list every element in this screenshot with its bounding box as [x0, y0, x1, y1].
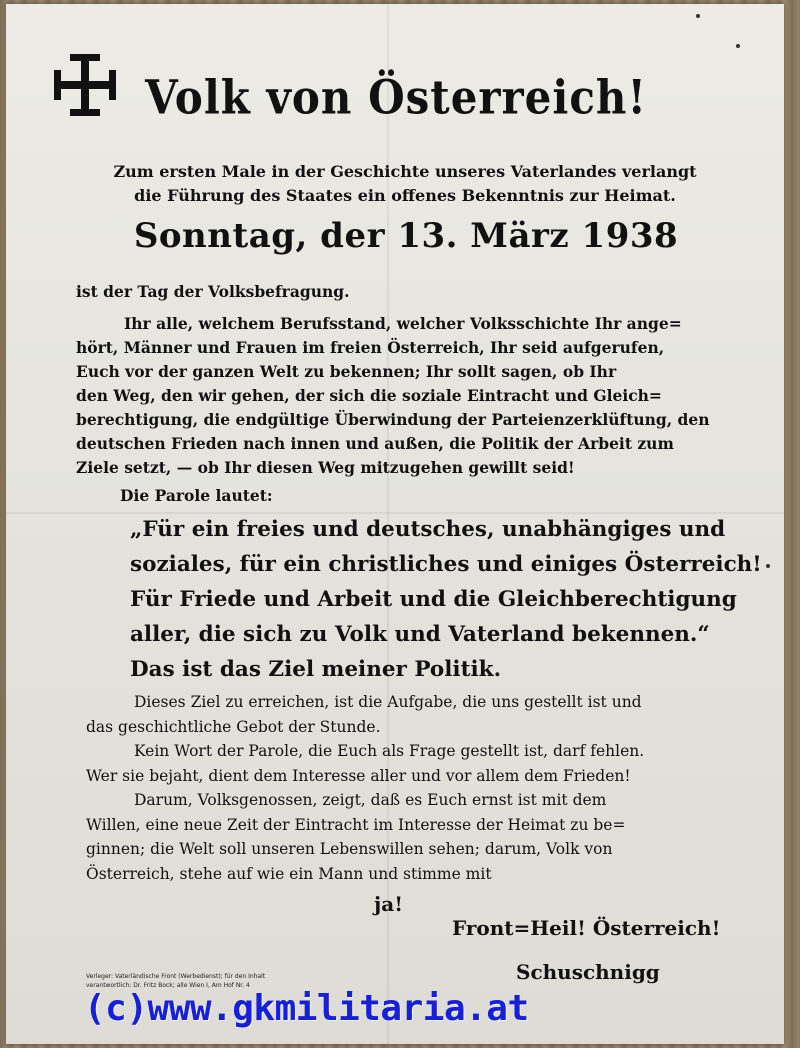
- text-line: Österreich, stehe auf wie ein Mann und stimme mit: [86, 864, 492, 883]
- appeal-paragraph: [76, 312, 728, 480]
- intro-line: Zum ersten Male in der Geschichte unseres Vaterlandes verlangt: [113, 162, 697, 181]
- intro-line: die Führung des Staates ein offenes Bekenntnis zur Heimat.: [134, 186, 676, 205]
- text-line: Ihr alle, welchem Berufsstand, welcher Volksschichte Ihr ange=: [124, 314, 682, 333]
- parole-line: aller, die sich zu Volk und Vaterland bekennen.“: [130, 622, 710, 647]
- ja-exclamation: ja!: [374, 892, 403, 916]
- parole-line: Für Friede und Arbeit und die Gleichberechtigung: [130, 587, 737, 612]
- poster-title: Volk von Österreich!: [145, 70, 647, 125]
- parole-line: „Für ein freies und deutsches, unabhängiges und: [130, 517, 726, 542]
- pin-hole: [766, 564, 770, 568]
- text-line: Kein Wort der Parole, die Euch als Frage gestellt ist, darf fehlen.: [134, 742, 645, 760]
- kruckenkreuz-icon: [52, 52, 118, 118]
- pin-hole: [736, 44, 740, 48]
- referendum-date: Sonntag, der 13. März 1938: [133, 216, 679, 256]
- text-line: berechtigung, die endgültige Überwindung der Parteienzerklüftung, den: [76, 410, 710, 429]
- parole-line: soziales, für ein christliches und einiges Österreich!: [130, 552, 762, 577]
- copyright-watermark: (c)www.gkmilitaria.at: [84, 988, 529, 1029]
- text-line: Ziele setzt, — ob Ihr diesen Weg mitzugehen gewillt seid!: [76, 458, 575, 477]
- text-line: Euch vor der ganzen Welt zu bekennen; Ihr sollt sagen, ob Ihr: [76, 362, 617, 381]
- parole-quote: [130, 512, 762, 687]
- text-line: Wer sie bejaht, dient dem Interesse aller und vor allem dem Frieden!: [86, 766, 631, 785]
- imprint-line: Verleger: Vaterländische Front (Werbedienst); für den Inhalt: [86, 973, 266, 980]
- text-line: Darum, Volksgenossen, zeigt, daß es Euch ernst ist mit dem: [134, 791, 607, 809]
- parole-line: Das ist das Ziel meiner Politik.: [130, 657, 502, 682]
- poster-sheet: [6, 4, 784, 1044]
- pin-hole: [696, 14, 700, 18]
- text-line: das geschichtliche Gebot der Stunde.: [86, 717, 381, 736]
- text-line: hört, Männer und Frauen im freien Österreich, Ihr seid aufgerufen,: [76, 338, 665, 357]
- signature: Schuschnigg: [516, 960, 660, 984]
- text-line: ginnen; die Welt soll unseren Lebenswillen sehen; darum, Volk von: [86, 840, 613, 858]
- closing-paragraph: [86, 690, 738, 886]
- text-line: den Weg, den wir gehen, der sich die soziale Eintracht und Gleich=: [76, 386, 662, 405]
- text-line: Dieses Ziel zu erreichen, ist die Aufgabe, die uns gestellt ist und: [134, 693, 642, 711]
- tagline: ist der Tag der Volksbefragung.: [76, 282, 350, 301]
- text-line: deutschen Frieden nach innen und außen, die Politik der Arbeit zum: [76, 434, 674, 453]
- text-line: Willen, eine neue Zeit der Eintracht im Interesse der Heimat zu be=: [86, 815, 626, 834]
- parole-label: Die Parole lautet:: [120, 486, 273, 505]
- front-heil-salutation: Front=Heil! Österreich!: [452, 916, 721, 940]
- intro-paragraph: [74, 160, 736, 208]
- imprint-line: verantwortlich: Dr. Fritz Bock; alle Wien I, Am Hof Nr. 4: [86, 982, 250, 989]
